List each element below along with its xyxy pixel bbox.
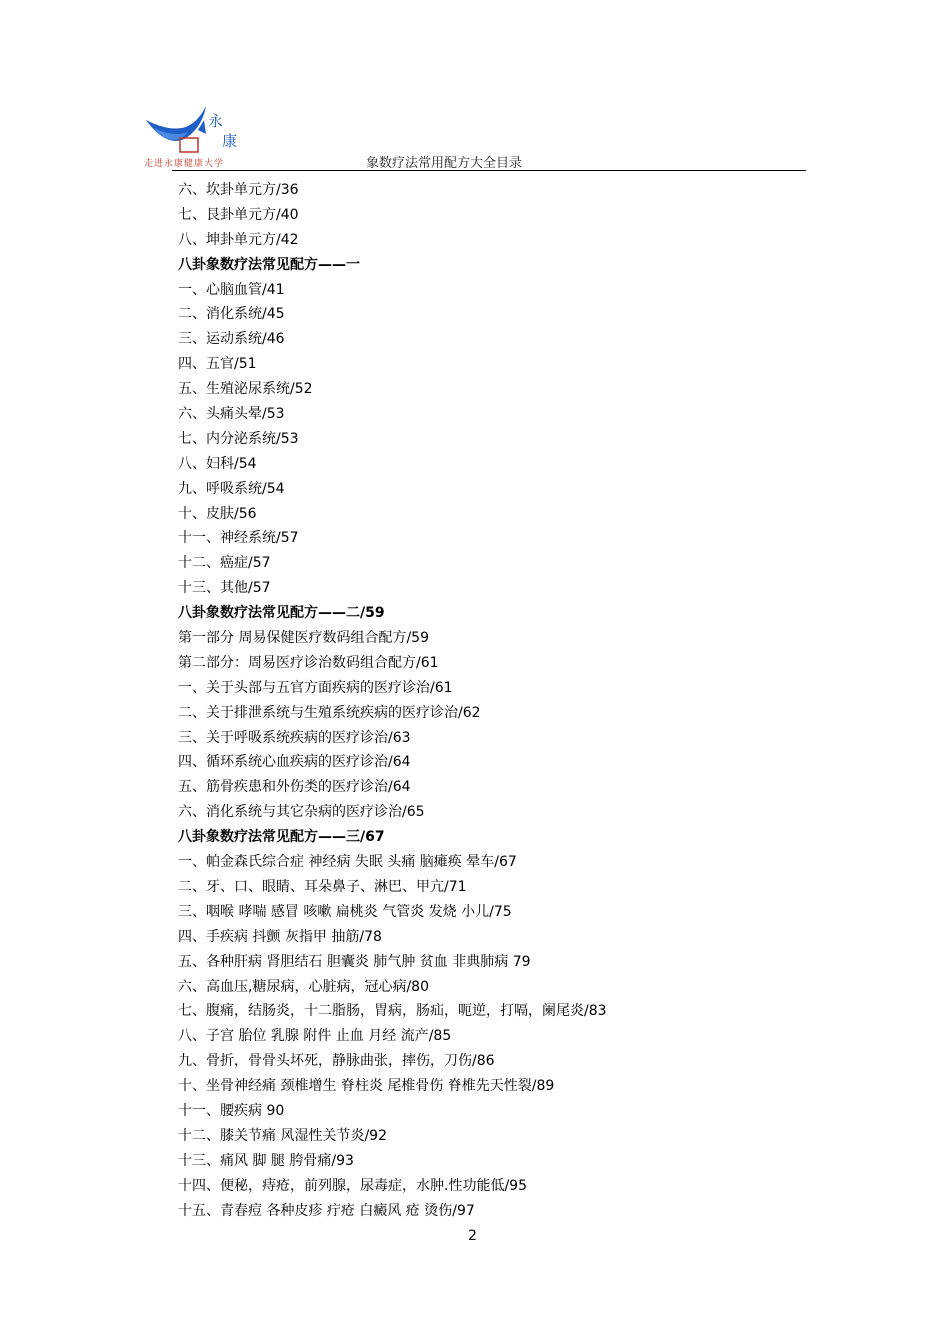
svg-text:永: 永 — [208, 112, 224, 130]
toc-entry: 二、关于排泄系统与生殖系统疾病的医疗诊治/62 — [178, 704, 481, 721]
toc-section-heading: 八卦象数疗法常见配方——二/59 — [178, 605, 385, 622]
toc-entry: 八、妇科/54 — [178, 455, 257, 472]
toc-entry: 十五、青春痘 各种皮疹 疔疮 白癜风 疮 烫伤/97 — [178, 1202, 475, 1219]
toc-entry: 三、咽喉 哮喘 感冒 咳嗽 扁桃炎 气管炎 发烧 小儿/75 — [178, 903, 512, 920]
toc-entry: 六、头痛头晕/53 — [178, 406, 285, 423]
toc-entry: 五、生殖泌尿系统/52 — [178, 381, 313, 398]
toc-entry: 十一、神经系统/57 — [178, 530, 299, 547]
toc-entry: 第一部分 周易保健医疗数码组合配方/59 — [178, 630, 429, 647]
toc-entry: 七、内分泌系统/53 — [178, 430, 299, 447]
toc-entry: 十一、腰疾病 90 — [178, 1102, 285, 1119]
toc-entry: 三、运动系统/46 — [178, 331, 285, 348]
toc-entry: 四、手疾病 抖颤 灰指甲 抽筋/78 — [178, 928, 382, 945]
toc-entry: 二、消化系统/45 — [178, 306, 285, 323]
toc-entry: 九、呼吸系统/54 — [178, 480, 285, 497]
toc-entry: 十二、癌症/57 — [178, 555, 271, 572]
logo-caption: 走进永康健康大学 — [144, 159, 225, 169]
toc-entry: 十、皮肤/56 — [178, 505, 257, 522]
toc-entry: 八、子宫 胎位 乳腺 附件 止血 月经 流产/85 — [178, 1028, 452, 1045]
toc-entry: 五、各种肝病 肾胆结石 胆囊炎 肺气肿 贫血 非典肺病 79 — [178, 953, 531, 970]
toc-entry: 七、腹痛，结肠炎，十二脂肠，胃病，肠疝，呃逆，打嗝，阑尾炎/83 — [178, 1003, 607, 1020]
svg-text:康: 康 — [222, 132, 238, 150]
document-header-title: 象数疗法常用配方大全目录 — [366, 156, 523, 171]
toc-entry: 九、骨折，骨骨头坏死，静脉曲张，摔伤，刀伤/86 — [178, 1053, 495, 1070]
toc-entry: 十三、痛风 脚 腿 胯骨痛/93 — [178, 1152, 354, 1169]
toc-entry: 七、艮卦单元方/40 — [178, 206, 299, 223]
toc-section-heading: 八卦象数疗法常见配方——三/67 — [178, 829, 385, 846]
toc-entry: 六、坎卦单元方/36 — [178, 182, 299, 198]
toc-entry: 六、消化系统与其它杂病的医疗诊治/65 — [178, 804, 425, 821]
toc-entry: 四、五官/51 — [178, 356, 257, 373]
toc-entry: 四、循环系统心血疾病的医疗诊治/64 — [178, 754, 411, 771]
toc-entry: 二、牙、口、眼睛、耳朵鼻子、淋巴、甲亢/71 — [178, 878, 467, 895]
bird-logo-icon — [140, 98, 250, 158]
page-number: 2 — [468, 1228, 477, 1244]
toc-entry: 三、关于呼吸系统疾病的医疗诊治/63 — [178, 729, 411, 746]
toc-entry: 十、坐骨神经痛 颈椎增生 脊柱炎 尾椎骨伤 脊椎先天性裂/89 — [178, 1078, 555, 1095]
toc-entry: 五、筋骨疾患和外伤类的医疗诊治/64 — [178, 779, 411, 796]
toc-entry: 十三、其他/57 — [178, 580, 271, 597]
toc-entry: 一、关于头部与五官方面疾病的医疗诊治/61 — [178, 679, 453, 696]
toc-entry: 一、帕金森氏综合症 神经病 失眠 头痛 脑瘫痪 晕车/67 — [178, 854, 517, 871]
toc-entry: 第二部分：周易医疗诊治数码组合配方/61 — [178, 654, 439, 671]
toc-entry: 六、高血压,糖尿病，心脏病，冠心病/80 — [178, 978, 429, 995]
table-of-contents — [178, 178, 798, 1223]
logo — [140, 98, 250, 172]
toc-entry: 十二、膝关节痛 风湿性关节炎/92 — [178, 1127, 387, 1144]
header-divider — [172, 170, 806, 171]
toc-entry: 八、坤卦单元方/42 — [178, 231, 299, 248]
toc-entry: 十四、便秘，痔疮，前列腺，尿毒症，水肿.性功能低/95 — [178, 1177, 527, 1194]
toc-entry: 一、心脑血管/41 — [178, 281, 285, 298]
toc-section-heading: 八卦象数疗法常见配方——一 — [178, 256, 360, 273]
